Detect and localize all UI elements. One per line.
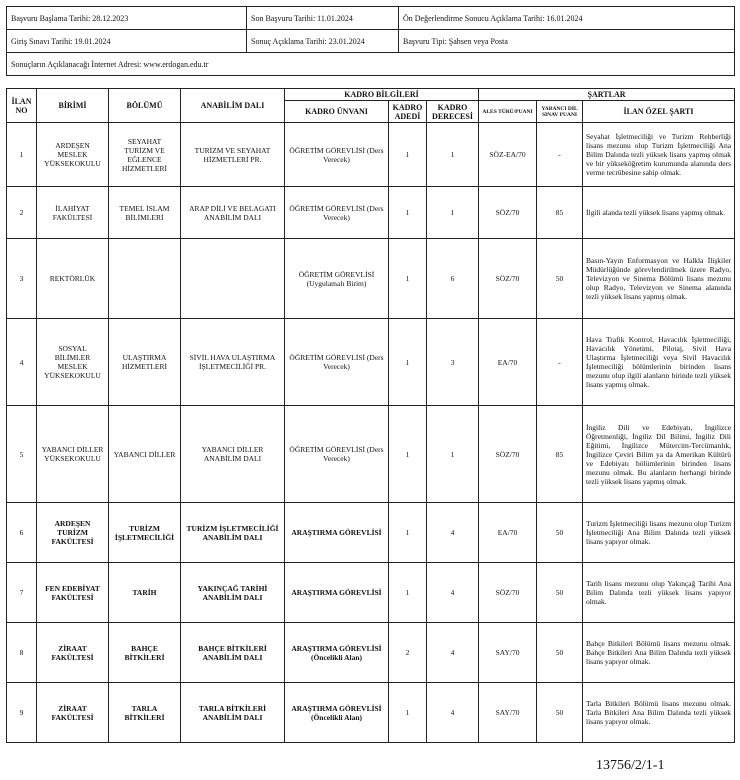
header-kadro-unvani: KADRO ÜNVANI [285,101,389,123]
cell-ilan-ozel-sarti: Tarla Bitkileri Bölümü lisans mezunu olmak. Tarla Bitkileri Ana Bilim Dalında tezli yüksek lisans yapıyor olmak. [583,683,735,743]
cell-ilan-ozel-sarti: Hava Trafik Kontrol, Havacılık İşletmeciliği, Havacılık Yönetimi, Pilotaj, Sivil Hava Ulaştırma İşletmeciliği veya Sivil Havacılık İşletmeciliği bölümlerinin birinden lisans mezunu olup ilgili alanların birinde tezli yüksek lisans yapmış olmak. [583,319,735,406]
cell-kadro-derecesi: 4 [427,623,479,683]
table-row [7,187,735,239]
cell-birim: YABANCI DİLLER YÜKSEKOKULU [37,406,109,503]
cell-kadro-unvani: ARAŞTIRMA GÖREVLİSİ (Öncelikli Alan) [285,683,389,743]
table-row [7,623,735,683]
header-row-1 [7,89,735,101]
cell-bolum: SEYAHAT TURİZM VE EĞLENCE HİZMETLERİ [109,123,181,187]
cell-bolum: TARLA BİTKİLERİ [109,683,181,743]
cell-ilan-no: 7 [7,563,37,623]
cell-ilan-no: 1 [7,123,37,187]
cell-kadro-adedi: 1 [389,123,427,187]
cell-bolum: TURİZM İŞLETMECİLİĞİ [109,503,181,563]
cell-anabilim-dali [181,239,285,319]
header-ales: ALES TÜRÜ/PUANI [479,101,537,123]
table-row [7,563,735,623]
cell-anabilim-dali: SİVİL HAVA ULAŞTIRMA İŞLETMECİLİĞİ PR. [181,319,285,406]
cell-ilan-ozel-sarti: İlgili alanda tezli yüksek lisans yapmış olmak. [583,187,735,239]
cell-birim: SOSYAL BİLİMLER MESLEK YÜKSEKOKULU [37,319,109,406]
cell-kadro-adedi: 1 [389,239,427,319]
son-basvuru: Son Başvuru Tarihi: 11.01.2024 [247,7,399,30]
cell-ales-puani: SÖZ/70 [479,187,537,239]
cell-kadro-unvani: ÖĞRETİM GÖREVLİSİ (Ders Verecek) [285,406,389,503]
cell-kadro-unvani: ARAŞTIRMA GÖREVLİSİ [285,503,389,563]
cell-ales-puani: SÖZ-EA/70 [479,123,537,187]
cell-kadro-adedi: 1 [389,683,427,743]
cell-birim: İLAHİYAT FAKÜLTESİ [37,187,109,239]
header-sartlar: ŞARTLAR [479,89,735,101]
cell-ales-puani: SÖZ/70 [479,239,537,319]
cell-birim: ARDEŞEN TURİZM FAKÜLTESİ [37,503,109,563]
cell-kadro-derecesi: 3 [427,319,479,406]
cell-kadro-unvani: ARAŞTIRMA GÖREVLİSİ [285,563,389,623]
cell-ilan-ozel-sarti: Turizm İşletmeciliği lisans mezunu olup Turizm İşletmeciliği Ana Bilim Dalında tezli yüksek lisans yapıyor olmak. [583,503,735,563]
ilan-rows [7,123,735,743]
cell-ilan-ozel-sarti: İngiliz Dili ve Edebiyatı, İngilizce Öğretmenliği, İngiliz Dil Bilimi, İngiliz Dili Eğitimi, İngilizce Mütercim-Tercümanlık, İngilizce Çeviri Bilim ya da Amerikan Kültürü ve Edebiyatı bölümlerinin birinden lisans mezunu olmak. Bu alanların herhangi birinde tezli yüksek lisans yapmış olmak. [583,406,735,503]
cell-ales-puani: SÖZ/70 [479,563,537,623]
cell-kadro-adedi: 1 [389,563,427,623]
cell-yabanci-dil-puani: 85 [537,406,583,503]
table-row [7,406,735,503]
table-row [7,319,735,406]
cell-kadro-derecesi: 4 [427,683,479,743]
ilan-table [6,88,735,743]
table-row [7,239,735,319]
cell-ales-puani: EA/70 [479,319,537,406]
cell-kadro-derecesi: 1 [427,406,479,503]
cell-bolum: ULAŞTIRMA HİZMETLERİ [109,319,181,406]
header-ilan-no: İLAN NO [7,89,37,123]
header-yabanci-dil: YABANCI DİL SINAV PUANI [537,101,583,123]
cell-ilan-no: 5 [7,406,37,503]
cell-yabanci-dil-puani: 50 [537,563,583,623]
cell-yabanci-dil-puani: 50 [537,683,583,743]
cell-yabanci-dil-puani: 85 [537,187,583,239]
cell-kadro-unvani: ÖĞRETİM GÖREVLİSİ (Ders Verecek) [285,123,389,187]
cell-ales-puani: SAY/70 [479,623,537,683]
cell-ilan-ozel-sarti: Basın-Yayın Enformasyon ve Halkla İlişkiler Müdürlüğünde görevlendirilmek üzere Radyo, Televizyon ve Sinema Bölümü lisans mezunu olup Radyo, Televizyon ve Sinema alanında tezli yüksek lisans yapmış olmak. [583,239,735,319]
cell-kadro-derecesi: 4 [427,563,479,623]
cell-yabanci-dil-puani: 50 [537,239,583,319]
cell-anabilim-dali: BAHÇE BİTKİLERİ ANABİLİM DALI [181,623,285,683]
cell-ilan-ozel-sarti: Seyahat İşletmeciliği ve Turizm Rehberliği lisans mezunu olup Turizm İşletmeciliği Ana Bilim Dalında tezli yüksek lisans yapmış olmak ve bir yükseköğretim kurumunda alanında ders verme tecrübesine sahip olmak. [583,123,735,187]
cell-ales-puani: SÖZ/70 [479,406,537,503]
info-table [6,6,735,76]
cell-birim: ZİRAAT FAKÜLTESİ [37,623,109,683]
table-row [7,123,735,187]
cell-anabilim-dali: TURİZM VE SEYAHAT HİZMETLERİ PR. [181,123,285,187]
cell-yabanci-dil-puani: - [537,123,583,187]
cell-birim: ARDEŞEN MESLEK YÜKSEKOKULU [37,123,109,187]
cell-kadro-adedi: 1 [389,187,427,239]
cell-birim: REKTÖRLÜK [37,239,109,319]
cell-anabilim-dali: ARAP DİLİ VE BELAGATI ANABİLİM DALI [181,187,285,239]
header-kadro-adedi: KADRO ADEDİ [389,101,427,123]
cell-ilan-ozel-sarti: Tarih lisans mezunu olup Yakınçağ Tarihi Ana Bilim Dalında tezli yüksek lisans yapıyor olmak. [583,563,735,623]
cell-kadro-derecesi: 1 [427,123,479,187]
info-row-1 [7,7,735,30]
cell-ilan-no: 9 [7,683,37,743]
cell-ilan-no: 2 [7,187,37,239]
table-row [7,503,735,563]
cell-kadro-unvani: ARAŞTIRMA GÖREVLİSİ (Öncelikli Alan) [285,623,389,683]
basvuru-baslama: Başvuru Başlama Tarihi: 28.12.2023 [7,7,247,30]
cell-birim: ZİRAAT FAKÜLTESİ [37,683,109,743]
cell-kadro-adedi: 2 [389,623,427,683]
header-ilan-ozel: İLAN ÖZEL ŞARTI [583,101,735,123]
sonuc-aciklama: Sonuç Açıklama Tarihi: 23.01.2024 [247,30,399,53]
cell-ilan-no: 3 [7,239,37,319]
footer-code: 13756/2/1-1 [596,758,665,773]
cell-yabanci-dil-puani: - [537,319,583,406]
on-degerlendirme: Ön Değerlendirme Sonucu Açıklama Tarihi: 16.01.2024 [399,7,735,30]
cell-ales-puani: EA/70 [479,503,537,563]
header-kadro-bilgileri: KADRO BİLGİLERİ [285,89,479,101]
table-row [7,683,735,743]
cell-birim: FEN EDEBİYAT FAKÜLTESİ [37,563,109,623]
cell-anabilim-dali: TURİZM İŞLETMECİLİĞİ ANABİLİM DALI [181,503,285,563]
cell-bolum: YABANCI DİLLER [109,406,181,503]
cell-yabanci-dil-puani: 50 [537,503,583,563]
cell-kadro-derecesi: 6 [427,239,479,319]
cell-bolum: TARİH [109,563,181,623]
header-kadro-derecesi: KADRO DERECESİ [427,101,479,123]
cell-kadro-adedi: 1 [389,503,427,563]
cell-ilan-no: 4 [7,319,37,406]
cell-ales-puani: SAY/70 [479,683,537,743]
cell-anabilim-dali: TARLA BİTKİLERİ ANABİLİM DALI [181,683,285,743]
cell-anabilim-dali: YAKINÇAĞ TARİHİ ANABİLİM DALI [181,563,285,623]
cell-ilan-ozel-sarti: Bahçe Bitkileri Bölümü lisans mezunu olmak. Bahçe Bitkileri Ana Bilim Dalında tezli yüksek lisans yapıyor olmak. [583,623,735,683]
cell-bolum: TEMEL İSLAM BİLİMLERİ [109,187,181,239]
cell-yabanci-dil-puani: 50 [537,623,583,683]
cell-kadro-adedi: 1 [389,406,427,503]
header-birimi: BİRİMİ [37,89,109,123]
basvuru-tipi: Başvuru Tipi: Şahsen veya Posta [399,30,735,53]
cell-kadro-unvani: ÖĞRETİM GÖREVLİSİ (Ders Verecek) [285,319,389,406]
cell-kadro-adedi: 1 [389,319,427,406]
cell-kadro-derecesi: 1 [427,187,479,239]
internet-adresi: Sonuçların Açıklanacağı İnternet Adresi: www.erdogan.edu.tr [7,53,735,76]
cell-bolum [109,239,181,319]
header-anabilim: ANABİLİM DALI [181,89,285,123]
header-bolumu: BÖLÜMÜ [109,89,181,123]
cell-ilan-no: 8 [7,623,37,683]
cell-kadro-derecesi: 4 [427,503,479,563]
cell-kadro-unvani: ÖĞRETİM GÖREVLİSİ (Uygulamalı Birim) [285,239,389,319]
cell-ilan-no: 6 [7,503,37,563]
cell-kadro-unvani: ÖĞRETİM GÖREVLİSİ (Ders Verecek) [285,187,389,239]
cell-bolum: BAHÇE BİTKİLERİ [109,623,181,683]
cell-anabilim-dali: YABANCI DİLLER ANABİLİM DALI [181,406,285,503]
info-row-3 [7,53,735,76]
info-row-2 [7,30,735,53]
giris-sinavi: Giriş Sınavı Tarihi: 19.01.2024 [7,30,247,53]
